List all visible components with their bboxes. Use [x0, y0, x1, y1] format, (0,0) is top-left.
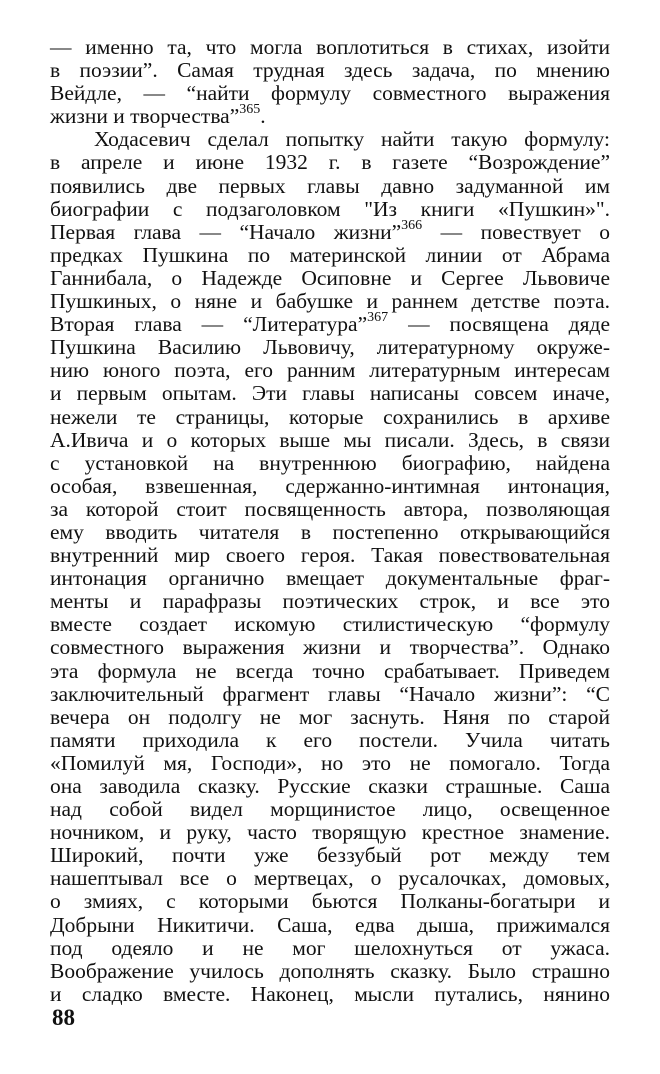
text-line: Вторая глава — “Литература”$^{367}$ — посвящена дяде	[50, 309, 610, 337]
text-line: менты и парафразы поэтических строк, и все это	[50, 589, 610, 614]
text-line: над собой видел морщинистое лицо, освещенное	[50, 797, 610, 822]
text-line: и первым опытам. Эти главы написаны совсем иначе,	[50, 381, 610, 406]
text-line: Широкий, почти уже беззубый рот между тем	[50, 843, 610, 868]
text-line: А.Ивича и о которых выше мы писали. Здесь, в связи	[50, 427, 610, 452]
text-line: она заводила сказку. Русские сказки страшные. Саша	[50, 774, 610, 798]
text-line: совместного выражения жизни и творчества”. Однако	[50, 635, 610, 660]
text-line: Ганнибала, о Надежде Осиповне и Сергее Львовиче	[50, 265, 610, 290]
text-line: Пушкина Василию Львовичу, литературному окруже-	[50, 335, 610, 360]
text-line: о змиях, с которыми бьются Полканы-богатыри и	[50, 889, 610, 914]
text-line: Вейдле, — “найти формулу совместного выражения	[50, 81, 610, 106]
text-line: заключительный фрагмент главы “Начало жизни”: “С	[50, 681, 610, 706]
page-number: 88	[52, 1005, 75, 1030]
text-line: нежели те страницы, которые сохранились в архиве	[50, 404, 610, 429]
text-line: ночником, и руку, часто творящую крестное знамение.	[50, 820, 610, 845]
text-line: биографии с подзаголовком "Из книги «Пушкин»".	[50, 196, 610, 221]
text-line: под одеяло и не мог шелохнуться от ужаса.	[50, 935, 610, 960]
footnote-ref: 366	[401, 217, 423, 233]
text-line: эта формула не всегда точно срабатывает. Приведем	[50, 658, 610, 683]
text-line: — именно та, что могла воплотиться в стихах, изойти	[50, 35, 610, 59]
text-line: нию юного поэта, его ранним литературным интересам	[50, 358, 610, 383]
text-line: в апреле и июне 1932 г. в газете “Возрождение”	[50, 150, 610, 175]
text-line: Пушкиных, о няне и бабушке и раннем детстве поэта.	[50, 289, 610, 314]
text-line: Воображение училось дополнять сказку. Было страшно	[50, 958, 610, 983]
text-line: предках Пушкина по материнской линии от Абрама	[50, 242, 610, 267]
footnote-ref: 365	[239, 102, 261, 118]
text-line: Первая глава — “Начало жизни”$^{366}$ — повествует о	[50, 217, 611, 244]
text-line: особая, взвешенная, сдержанно-интимная интонация,	[50, 473, 610, 498]
text-line: Добрыни Никитичи. Саша, едва дыша, прижимался	[50, 912, 610, 937]
text-line: памяти приходила к его постели. Учила читать	[50, 727, 610, 752]
text-line: с установкой на внутреннюю биографию, найдена	[50, 450, 610, 475]
text-line: ему вводить читателя в постепенно открывающийся	[50, 519, 610, 544]
text-line: в поэзии”. Самая трудная здесь задача, по мнению	[50, 58, 610, 83]
text-line: за которой стоит посвященность автора, позволяющая	[50, 496, 610, 521]
text-line: вместе создает искомую стилистическую “формулу	[50, 612, 610, 637]
text-line: жизни и творчества”$^{365}$.	[50, 102, 266, 129]
text-line: внутренний мир своего героя. Такая повествовательная	[50, 543, 610, 568]
text-line: «Помилуй мя, Господи», но это не помогало. Тогда	[50, 750, 610, 775]
text-line: появились две первых главы давно задуманной им	[50, 173, 610, 198]
text-line: вечера он подолгу не мог заснуть. Няня по старой	[50, 704, 610, 729]
text-line: и сладко вместе. Наконец, мысли путались, нянино	[50, 981, 610, 1006]
page-body	[50, 36, 610, 1006]
text-line: интонация органично вмещает документальные фраг-	[50, 566, 610, 591]
footnote-ref: 367	[367, 309, 389, 325]
text-line: Ходасевич сделал попытку найти такую формулу:	[94, 127, 610, 152]
text-line: нашептывал все о мертвецах, о русалочках, домовых,	[50, 866, 610, 891]
